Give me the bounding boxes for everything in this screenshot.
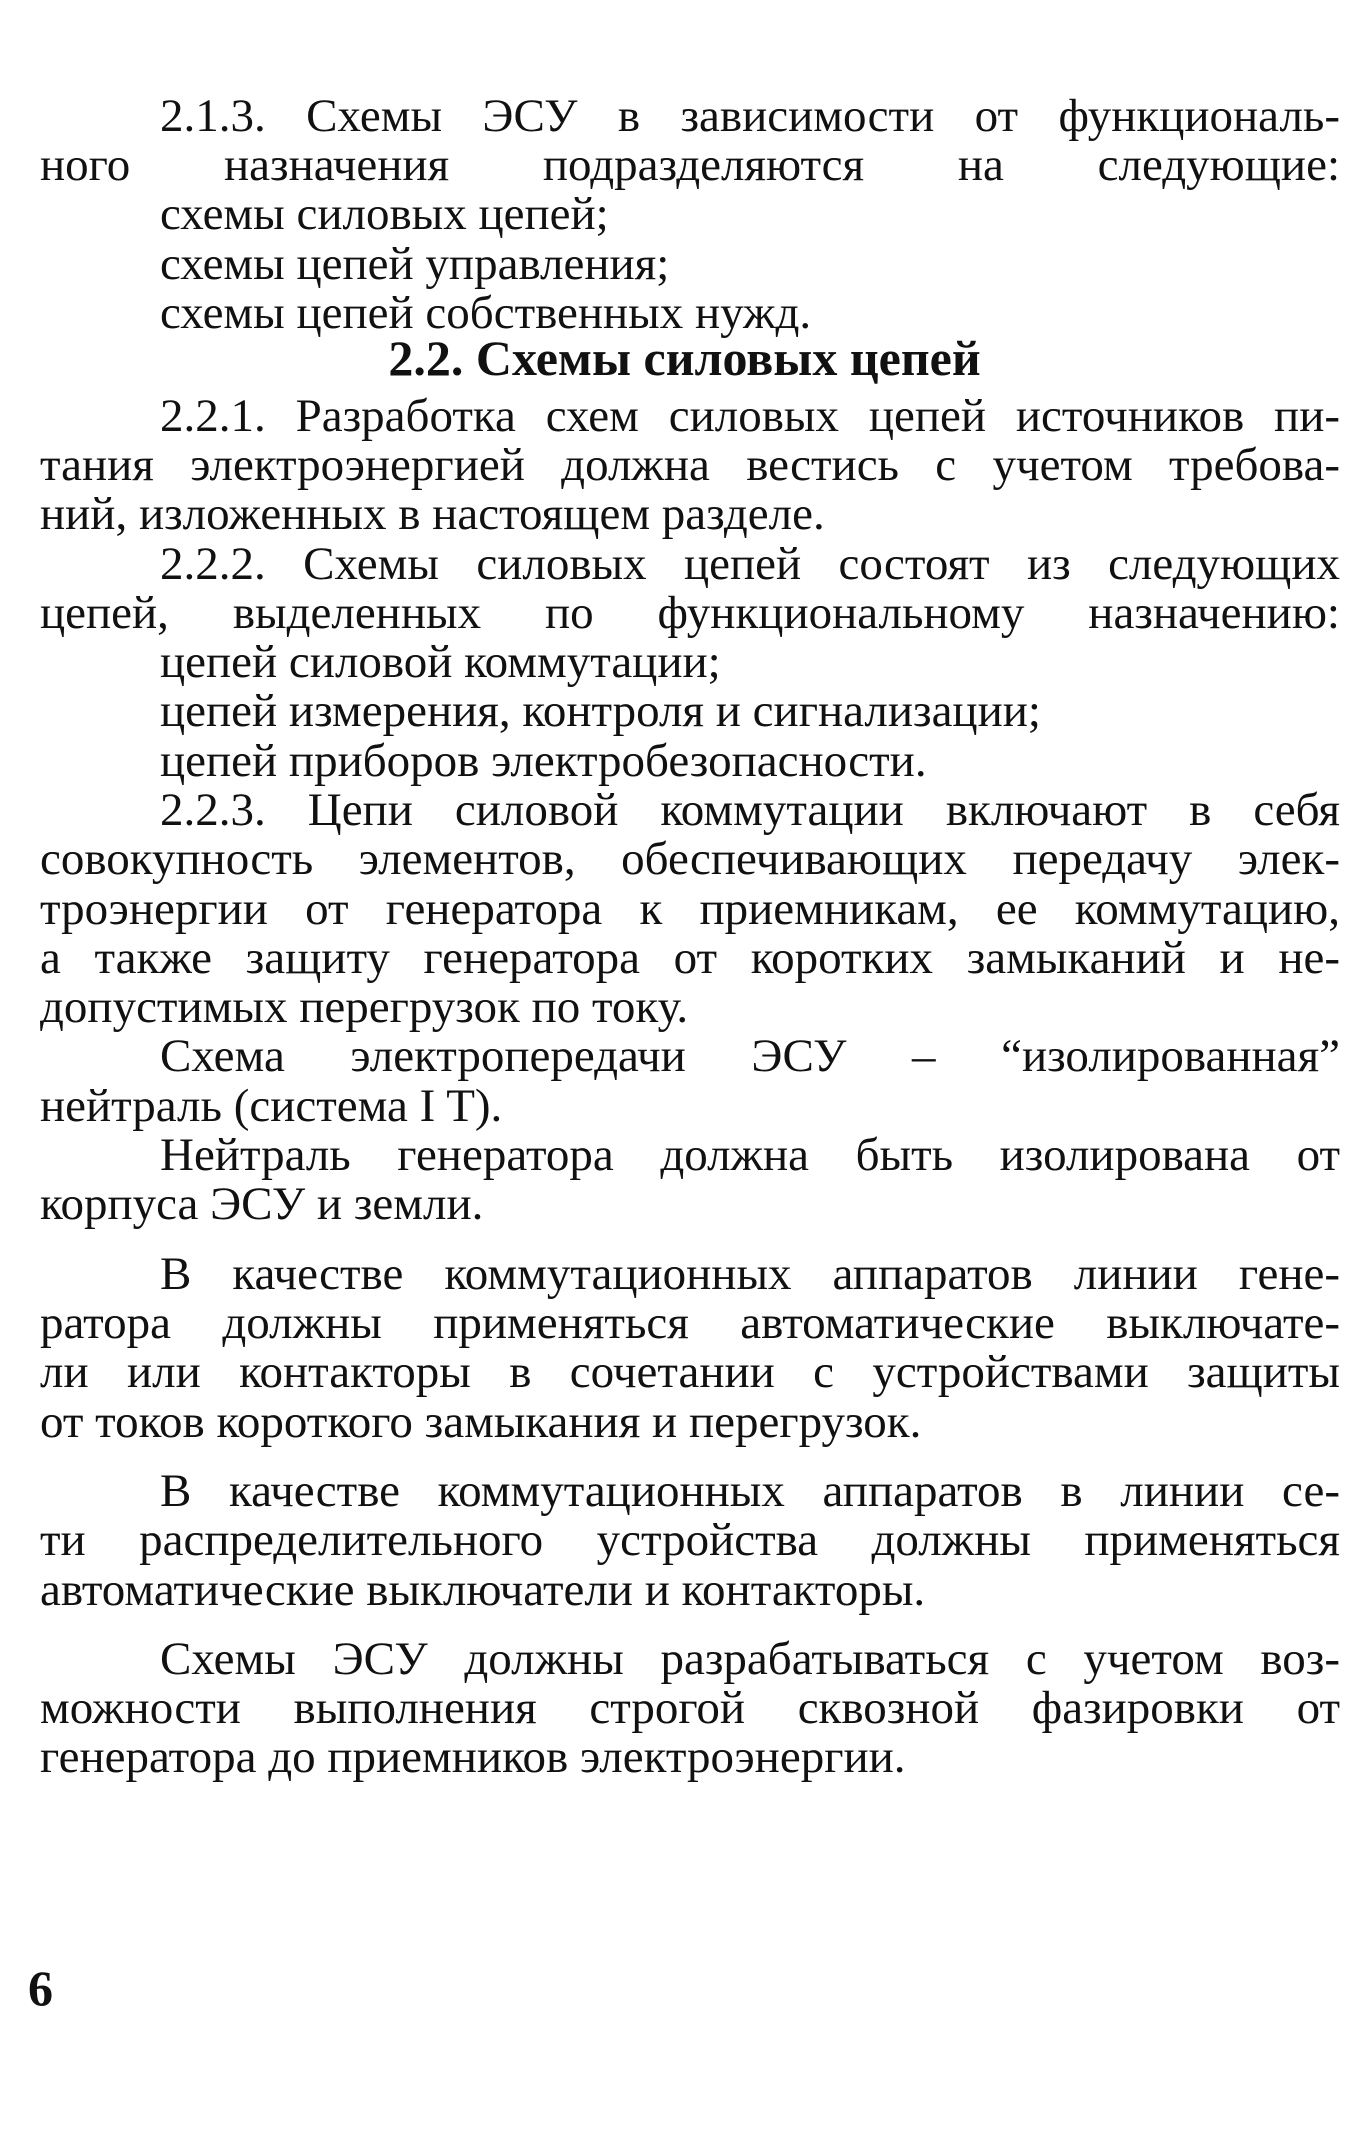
- text-line: а также защиту генератора от коротких замыканий и не-: [40, 932, 1340, 984]
- text-line: Схемы ЭСУ должны разрабатываться с учетом воз-: [160, 1633, 1340, 1685]
- text-line: допустимых перегрузок по току.: [40, 981, 689, 1033]
- text-line: схемы силовых цепей;: [160, 188, 609, 240]
- text-line: 2.2.1. Разработка схем силовых цепей источников пи-: [160, 390, 1340, 442]
- text-line: 2.2.3. Цепи силовой коммутации включают в себя: [160, 784, 1340, 836]
- text-line: нейтраль (система I T).: [40, 1080, 503, 1132]
- text-line: троэнергии от генератора к приемникам, ее коммутацию,: [40, 883, 1340, 935]
- section-heading: 2.2. Схемы силовых цепей: [388, 330, 981, 386]
- text-line: автоматические выключатели и контакторы.: [40, 1564, 926, 1616]
- text-line: генератора до приемников электроэнергии.: [40, 1731, 906, 1783]
- text-line: Нейтраль генератора должна быть изолирована от: [160, 1129, 1340, 1181]
- text-line: 2.1.3. Схемы ЭСУ в зависимости от функциональ-: [160, 90, 1340, 142]
- text-line: ратора должны применяться автоматические выключате-: [40, 1297, 1340, 1349]
- text-line: схемы цепей собственных нужд.: [160, 287, 812, 339]
- text-line: тания электроэнергией должна вестись с учетом требова-: [40, 439, 1340, 491]
- text-line: цепей приборов электробезопасности.: [160, 735, 927, 787]
- text-line: ного назначения подразделяются на следующие:: [40, 139, 1340, 191]
- text-line: можности выполнения строгой сквозной фазировки от: [40, 1682, 1340, 1734]
- text-line: В качестве коммутационных аппаратов в линии се-: [160, 1465, 1340, 1517]
- text-line: ний, изложенных в настоящем разделе.: [40, 488, 825, 540]
- text-line: ти распределительного устройства должны применяться: [40, 1514, 1340, 1566]
- text-line: Схема электропередачи ЭСУ – “изолированная”: [160, 1030, 1340, 1082]
- text-line: корпуса ЭСУ и земли.: [40, 1178, 484, 1230]
- text-line: цепей, выделенных по функциональному назначению:: [40, 587, 1340, 639]
- page-number: 6: [28, 1960, 53, 2016]
- text-line: схемы цепей управления;: [160, 238, 670, 290]
- text-line: от токов короткого замыкания и перегрузок.: [40, 1396, 922, 1448]
- text-line: ли или контакторы в сочетании с устройствами защиты: [40, 1346, 1340, 1398]
- text-line: цепей измерения, контроля и сигнализации;: [160, 685, 1041, 737]
- text-line: совокупность элементов, обеспечивающих передачу элек-: [40, 833, 1340, 885]
- text-line: В качестве коммутационных аппаратов линии гене-: [160, 1248, 1340, 1300]
- text-line: 2.2.2. Схемы силовых цепей состоят из следующих: [160, 538, 1340, 590]
- text-line: цепей силовой коммутации;: [160, 636, 721, 688]
